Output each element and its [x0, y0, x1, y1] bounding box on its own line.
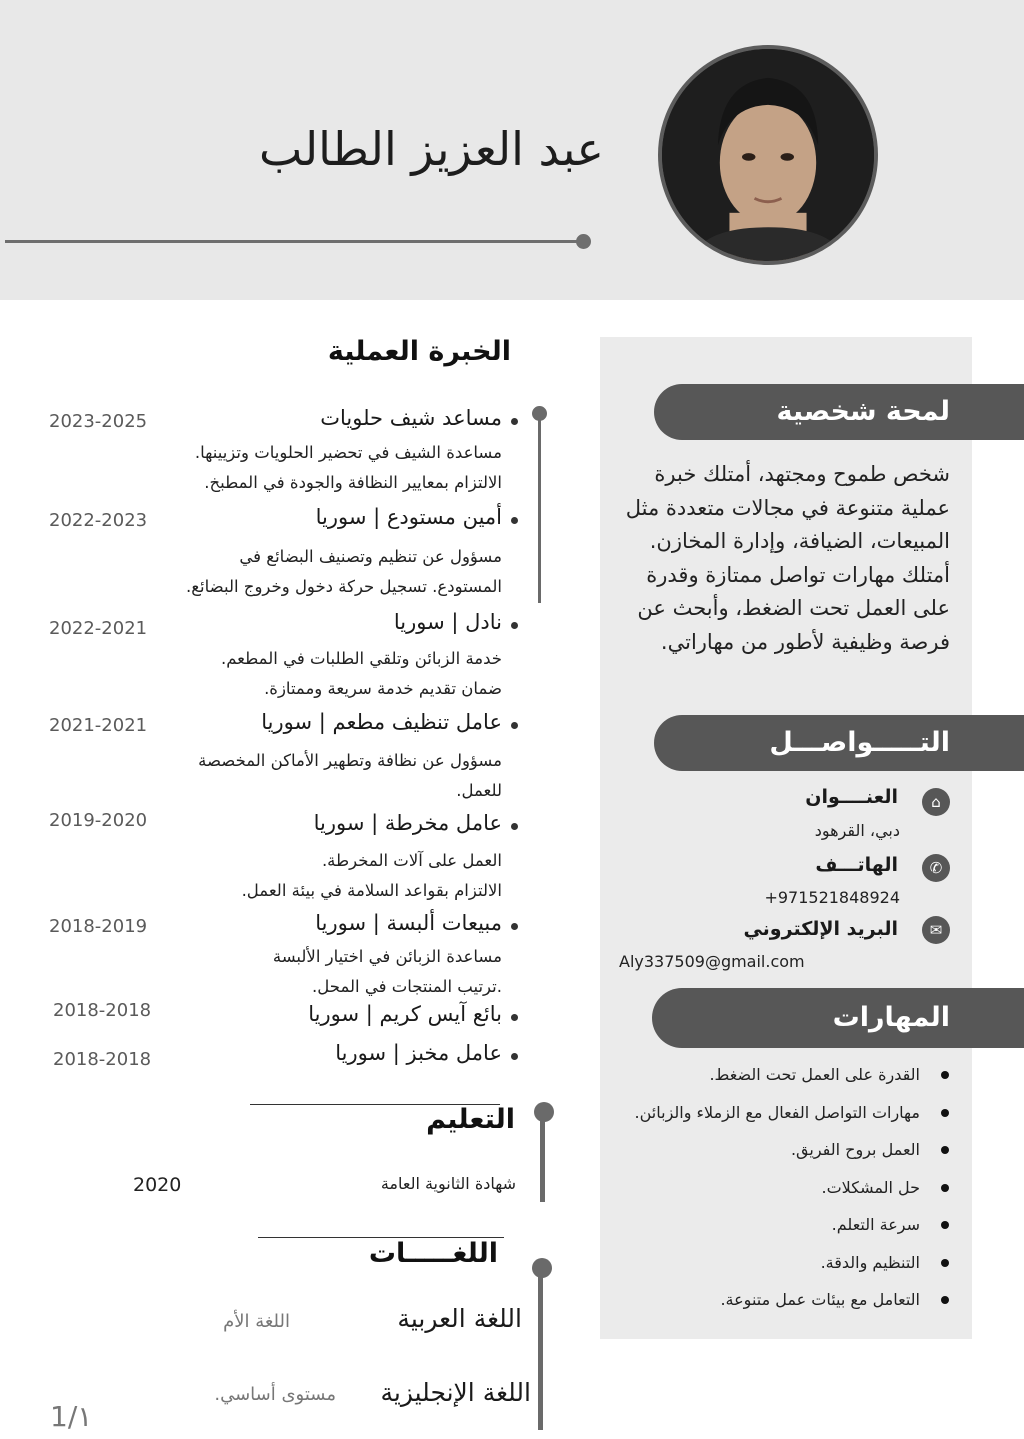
phone-icon: ✆ [922, 854, 950, 882]
education-certificate: شهادة الثانوية العامة [380, 1174, 516, 1193]
name-underline-dot [576, 234, 591, 249]
phone-value[interactable]: +971521848924 [764, 888, 900, 907]
skills-section-title: المهارات [652, 988, 1024, 1048]
languages-section-title: اللغـــــات [368, 1238, 498, 1269]
skill-item: سرعة التعلم. [548, 1206, 948, 1244]
page-number: 1/١ [50, 1400, 93, 1433]
skill-item: العمل بروح الفريق. [548, 1131, 948, 1169]
address-label: العنــــوان [805, 786, 898, 808]
skill-item: حل المشكلات. [548, 1169, 948, 1207]
email-label: البريد الإلكتروني [743, 918, 898, 940]
job-date: 2021-2021 [49, 715, 148, 736]
skills-list [548, 1056, 948, 1319]
envelope-icon: ✉ [922, 916, 950, 944]
job-date: 2019-2020 [49, 810, 148, 831]
name-underline [5, 240, 583, 243]
experience-section-title: الخبرة العملية [327, 336, 511, 367]
language-level: اللغة الأم [223, 1311, 290, 1332]
job-title: بائع آيس كريم | سوريا [308, 1002, 502, 1026]
education-section-title: التعليم [426, 1104, 515, 1135]
job-date: 2018-2018 [53, 1000, 152, 1021]
job-description: مساعدة الزبائن في اختيار الألبسة .ترتيب المنتجات في المحل. [272, 947, 502, 996]
education-year: 2020 [133, 1174, 182, 1196]
person-name: عبد العزيز الطالب [259, 122, 604, 176]
job-title: عامل مخرطة | سوريا [313, 811, 502, 835]
job-title: مساعد شيف حلويات [320, 406, 502, 430]
job-title: نادل | سوريا [393, 610, 502, 634]
job-description: العمل على آلات المخرطة. الالتزام بقواعد السلامة في بيئة العمل. [241, 851, 502, 900]
skill-item: التنظيم والدقة. [548, 1244, 948, 1282]
job-title: عامل مخبز | سوريا [335, 1041, 502, 1065]
job-description: مسؤول عن تنظيم وتصنيف البضائع في المستودع. تسجيل حركة دخول وخروج البضائع. [186, 547, 502, 596]
job-date: 2022-2021 [49, 618, 148, 639]
email-value[interactable]: Aly337509@gmail.com [619, 952, 805, 971]
contact-section-title: التـــــواصـــل [654, 715, 1024, 771]
education-timeline-line [540, 1112, 545, 1202]
job-description: مساعدة الشيف في تحضير الحلويات وتزيينها. الالتزام بمعايير النظافة والجودة في المطبخ. [194, 443, 502, 492]
job-date: 2018-2018 [53, 1049, 152, 1070]
language-name: اللغة الإنجليزية [380, 1378, 531, 1407]
language-level: مستوى أساسي. [214, 1384, 336, 1405]
language-name: اللغة العربية [397, 1304, 522, 1333]
languages-timeline-line [538, 1268, 543, 1430]
profile-summary: شخص طموح ومجتهد، أمتلك خبرة عملية متنوعة في مجالات متعددة مثل المبيعات، الضيافة، وإدارة المخازن. أمتلك مهارات تواصل ممتازة وقدرة على العمل تحت الضغط، وأبحث عن فرصة وظيفية لأطور من مهاراتي. [625, 462, 950, 654]
skill-item: مهارات التواصل الفعال مع الزملاء والزبائن. [548, 1094, 948, 1132]
job-description: مسؤول عن نظافة وتطهير الأماكن المخصصة للعمل. [198, 751, 502, 800]
job-title: عامل تنظيف مطعم | سوريا [261, 710, 502, 734]
phone-label: الهاتـــف [815, 854, 898, 876]
job-description: خدمة الزبائن وتلقي الطلبات في المطعم. ضمان تقديم خدمة سريعة وممتازة. [220, 649, 502, 698]
skill-item: التعامل مع بيئات عمل متنوعة. [548, 1281, 948, 1319]
home-icon: ⌂ [922, 788, 950, 816]
job-date: 2023-2025 [49, 411, 148, 432]
profile-photo [658, 45, 878, 265]
skill-item: القدرة على العمل تحت الضغط. [548, 1056, 948, 1094]
experience-timeline-line [538, 413, 541, 603]
address-value: دبي، القرهود [814, 821, 900, 840]
job-date: 2018-2019 [49, 916, 148, 937]
profile-section-title: لمحة شخصية [654, 384, 1024, 440]
job-date: 2022-2023 [49, 510, 148, 531]
job-title: مبيعات ألبسة | سوريا [315, 911, 502, 935]
job-title: أمين مستودع | سوريا [315, 505, 502, 529]
